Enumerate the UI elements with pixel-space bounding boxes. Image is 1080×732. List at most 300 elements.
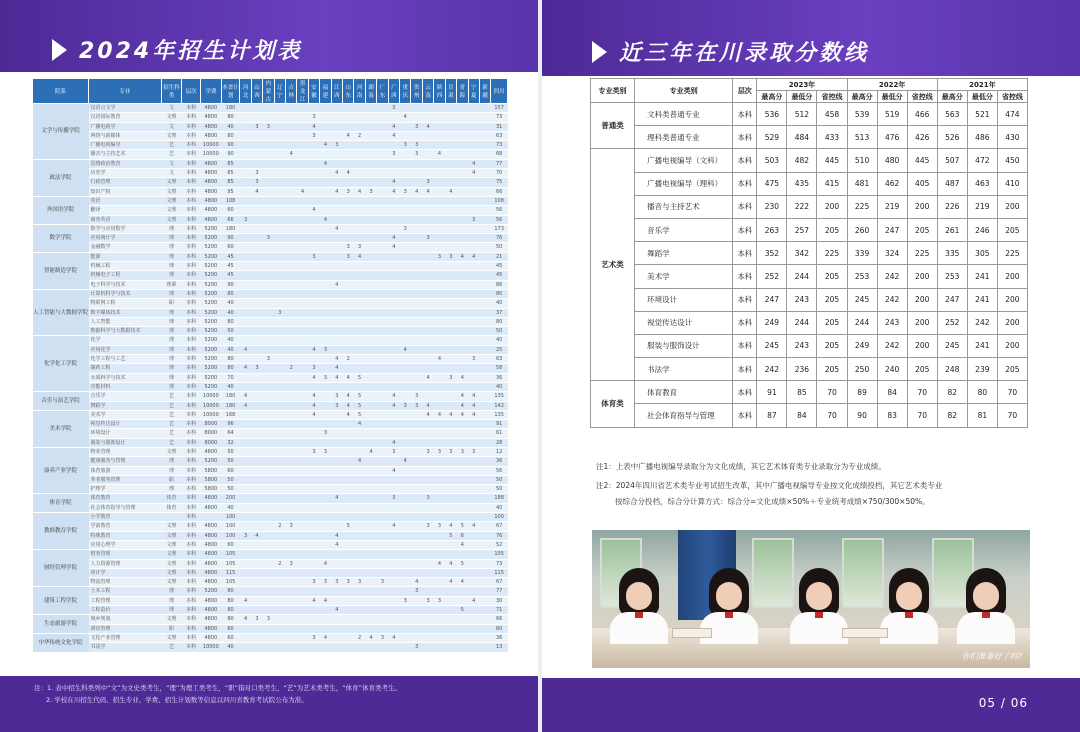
plan-cell: 本科 <box>182 187 201 196</box>
plan-cell: 2 <box>343 355 354 364</box>
score-cell: 503 <box>757 149 787 172</box>
plan-cell <box>297 141 308 150</box>
plan-cell: 80 <box>221 587 240 596</box>
plan-cell <box>274 345 285 354</box>
score-cell: 225 <box>847 195 877 218</box>
major-cell: 物流管理 <box>89 578 162 587</box>
table-row <box>591 149 1028 172</box>
plan-cell <box>479 401 490 410</box>
score-cell: 243 <box>787 334 817 357</box>
plan-cell <box>434 633 445 642</box>
plan-cell <box>308 317 319 326</box>
plan-cell: 本科 <box>182 196 201 205</box>
plan-cell: 68 <box>491 150 508 159</box>
table-row <box>33 169 508 178</box>
plan-cell: 3 <box>388 150 399 159</box>
plan-cell <box>479 466 490 475</box>
plan-cell <box>479 578 490 587</box>
plan-cell <box>479 317 490 326</box>
score-cell: 本科 <box>733 218 757 241</box>
plan-cell <box>434 289 445 298</box>
plan-cell <box>422 475 433 484</box>
score-cell: 257 <box>787 218 817 241</box>
plan-cell <box>331 475 342 484</box>
plan-cell: 3 <box>263 615 274 624</box>
plan-cell <box>411 234 422 243</box>
plan-cell: 本科 <box>182 234 201 243</box>
plan-cell <box>445 327 456 336</box>
plan-cell: 理 <box>161 262 182 271</box>
plan-cell <box>297 234 308 243</box>
plan-cell <box>457 178 468 187</box>
score-cell: 205 <box>817 311 847 334</box>
left-page <box>0 0 538 732</box>
plan-cell <box>422 141 433 150</box>
plan-cell: 4800 <box>200 550 221 559</box>
score-note-1: 注1：上表中广播电视编导录取分为文化成绩，其它艺术体育类专业录取分为专业成绩。 <box>596 462 886 471</box>
plan-cell: 3 <box>320 345 331 354</box>
plan-cell: 本科 <box>182 289 201 298</box>
plan-cell <box>286 373 297 382</box>
plan-cell: 4 <box>240 401 251 410</box>
score-subheader: 最低分 <box>877 91 907 103</box>
category-cell: 艺术类 <box>591 149 635 381</box>
college-cell: 美术学院 <box>33 410 89 447</box>
plan-column-header: 黑龙江 <box>297 79 308 104</box>
plan-cell: 3 <box>308 252 319 261</box>
plan-cell <box>286 308 297 317</box>
plan-cell <box>251 420 262 429</box>
plan-cell: 3 <box>377 578 388 587</box>
plan-cell <box>388 327 399 336</box>
plan-cell: 本科 <box>182 373 201 382</box>
plan-cell: 105 <box>221 550 240 559</box>
plan-cell: 文 <box>161 159 182 168</box>
plan-cell <box>286 466 297 475</box>
plan-cell <box>274 196 285 205</box>
plan-cell: 职 <box>161 299 182 308</box>
major-cell: 数学与应用数学 <box>89 224 162 233</box>
score-cell: 253 <box>847 265 877 288</box>
plan-cell <box>240 355 251 364</box>
plan-cell <box>320 196 331 205</box>
table-row <box>33 317 508 326</box>
plan-cell <box>240 438 251 447</box>
plan-cell <box>400 252 411 261</box>
plan-cell <box>457 131 468 140</box>
plan-column-header: 广西 <box>388 79 399 104</box>
plan-cell <box>240 447 251 456</box>
plan-cell: 文理 <box>161 578 182 587</box>
plan-cell <box>331 196 342 205</box>
plan-cell <box>286 485 297 494</box>
plan-cell: 63 <box>491 355 508 364</box>
plan-cell: 50 <box>221 475 240 484</box>
plan-cell: 艺 <box>161 410 182 419</box>
plan-cell <box>400 355 411 364</box>
plan-cell: 80 <box>221 113 240 122</box>
plan-cell: 2 <box>354 131 365 140</box>
plan-cell <box>320 522 331 531</box>
plan-cell <box>411 596 422 605</box>
plan-cell <box>297 522 308 531</box>
plan-cell <box>343 466 354 475</box>
plan-cell: 80 <box>221 606 240 615</box>
major-cell: 环境设计 <box>89 429 162 438</box>
plan-cell: 5 <box>457 522 468 531</box>
plan-cell <box>308 104 319 113</box>
plan-cell <box>320 485 331 494</box>
plan-cell <box>308 624 319 633</box>
plan-cell <box>286 429 297 438</box>
major-cell: 工程管理 <box>89 596 162 605</box>
students-photo <box>592 530 1030 668</box>
plan-cell <box>240 485 251 494</box>
plan-cell: 180 <box>221 104 240 113</box>
student-figure <box>610 568 668 644</box>
plan-cell <box>286 494 297 503</box>
plan-cell <box>377 485 388 494</box>
plan-cell: 4 <box>320 633 331 642</box>
plan-cell <box>263 308 274 317</box>
plan-cell: 本科 <box>182 104 201 113</box>
plan-cell <box>274 113 285 122</box>
plan-cell <box>320 262 331 271</box>
plan-cell <box>320 243 331 252</box>
plan-cell <box>377 169 388 178</box>
plan-cell: 4800 <box>200 178 221 187</box>
plan-cell: 本科 <box>182 447 201 456</box>
plan-cell: 本科 <box>182 382 201 391</box>
score-cell: 200 <box>907 265 937 288</box>
plan-cell <box>445 540 456 549</box>
plan-cell <box>274 420 285 429</box>
major-cell: 人工智能 <box>89 317 162 326</box>
plan-cell <box>354 234 365 243</box>
plan-cell <box>388 252 399 261</box>
plan-cell <box>354 615 365 624</box>
plan-cell: 3 <box>445 252 456 261</box>
plan-cell <box>297 410 308 419</box>
plan-cell <box>445 345 456 354</box>
plan-cell: 理 <box>161 364 182 373</box>
table-row <box>33 568 508 577</box>
plan-cell: 3 <box>377 633 388 642</box>
plan-cell: 4 <box>388 131 399 140</box>
plan-cell <box>457 327 468 336</box>
plan-cell <box>422 466 433 475</box>
plan-cell <box>354 169 365 178</box>
plan-cell <box>251 429 262 438</box>
plan-cell: 4 <box>343 392 354 401</box>
plan-cell <box>388 141 399 150</box>
plan-cell <box>400 559 411 568</box>
plan-cell <box>422 243 433 252</box>
plan-cell: 3 <box>388 494 399 503</box>
plan-cell <box>377 550 388 559</box>
plan-cell: 3 <box>411 392 422 401</box>
plan-cell <box>457 113 468 122</box>
major-cell: 行政管理 <box>89 178 162 187</box>
score-cell: 91 <box>757 381 787 404</box>
plan-cell <box>422 131 433 140</box>
plan-cell <box>479 299 490 308</box>
score-subheader: 最低分 <box>787 91 817 103</box>
plan-cell <box>400 364 411 373</box>
score-subheader: 最高分 <box>937 91 967 103</box>
major-cell: 应用心理学 <box>89 540 162 549</box>
plan-cell <box>274 410 285 419</box>
plan-cell <box>377 382 388 391</box>
plan-cell <box>434 438 445 447</box>
plan-cell <box>468 178 479 187</box>
major-cell: 金融数学 <box>89 243 162 252</box>
plan-cell <box>286 345 297 354</box>
plan-cell: 3 <box>468 447 479 456</box>
plan-cell <box>445 289 456 298</box>
plan-cell <box>251 271 262 280</box>
major-cell: 环境设计 <box>635 288 733 311</box>
table-row <box>33 624 508 633</box>
plan-cell <box>445 196 456 205</box>
plan-cell: 3 <box>240 531 251 540</box>
plan-cell <box>274 596 285 605</box>
plan-cell <box>445 178 456 187</box>
plan-cell <box>365 643 376 652</box>
plan-cell: 3 <box>308 633 319 642</box>
plan-cell: 2 <box>274 522 285 531</box>
table-row <box>33 429 508 438</box>
table-row <box>591 311 1028 334</box>
plan-cell <box>468 308 479 317</box>
plan-cell <box>320 104 331 113</box>
plan-cell <box>286 410 297 419</box>
plan-cell <box>388 420 399 429</box>
plan-cell: 4 <box>457 401 468 410</box>
plan-column-header: 湖南 <box>365 79 376 104</box>
plan-cell <box>422 485 433 494</box>
major-cell: 水质科学与技术 <box>89 373 162 382</box>
plan-cell <box>411 178 422 187</box>
plan-cell: 本科 <box>182 215 201 224</box>
plan-cell <box>251 485 262 494</box>
plan-column-header: 江西 <box>331 79 342 104</box>
plan-cell <box>365 234 376 243</box>
plan-cell <box>377 522 388 531</box>
plan-cell: 本科 <box>182 150 201 159</box>
plan-cell <box>445 485 456 494</box>
plan-cell <box>400 150 411 159</box>
table-row <box>33 606 508 615</box>
plan-cell <box>457 104 468 113</box>
plan-cell: 4 <box>422 401 433 410</box>
plan-cell: 3 <box>411 141 422 150</box>
major-cell: 舞蹈学 <box>635 242 733 265</box>
plan-cell <box>388 262 399 271</box>
plan-cell <box>457 289 468 298</box>
score-cell: 200 <box>907 311 937 334</box>
plan-cell <box>331 522 342 531</box>
plan-cell <box>297 513 308 522</box>
score-cell: 219 <box>877 195 907 218</box>
plan-cell <box>286 438 297 447</box>
plan-cell <box>377 243 388 252</box>
plan-cell <box>263 643 274 652</box>
plan-cell <box>240 131 251 140</box>
plan-cell: 4 <box>422 410 433 419</box>
plan-cell <box>365 206 376 215</box>
plan-cell: 4 <box>388 466 399 475</box>
plan-cell <box>354 559 365 568</box>
plan-cell: 4 <box>354 420 365 429</box>
table-row <box>33 308 508 317</box>
plan-cell <box>320 122 331 131</box>
plan-cell <box>354 299 365 308</box>
plan-cell: 4 <box>445 559 456 568</box>
plan-cell: 40 <box>491 503 508 512</box>
plan-cell <box>411 196 422 205</box>
plan-cell <box>320 206 331 215</box>
table-row <box>33 364 508 373</box>
plan-cell <box>343 559 354 568</box>
plan-cell: 70 <box>491 169 508 178</box>
plan-cell <box>274 280 285 289</box>
plan-cell <box>251 382 262 391</box>
plan-cell: 本科 <box>182 559 201 568</box>
plan-cell: 4 <box>388 187 399 196</box>
plan-cell <box>434 113 445 122</box>
plan-cell <box>422 429 433 438</box>
table-row <box>591 404 1028 427</box>
plan-cell <box>388 215 399 224</box>
plan-cell <box>263 420 274 429</box>
score-cell: 200 <box>907 334 937 357</box>
plan-cell: 80 <box>221 615 240 624</box>
plan-cell <box>468 345 479 354</box>
plan-cell <box>445 364 456 373</box>
major-cell: 物业管理 <box>89 447 162 456</box>
plan-column-header: 福建 <box>320 79 331 104</box>
plan-cell: 3 <box>445 447 456 456</box>
plan-cell <box>240 382 251 391</box>
left-title-wrap <box>52 34 302 65</box>
plan-cell <box>365 178 376 187</box>
table-row <box>33 206 508 215</box>
plan-cell: 体育 <box>161 494 182 503</box>
page-number: 05 / 06 <box>978 696 1028 710</box>
plan-cell: 理 <box>161 596 182 605</box>
plan-cell <box>388 373 399 382</box>
plan-cell <box>240 559 251 568</box>
plan-cell: 本科 <box>182 271 201 280</box>
score-cell: 249 <box>847 334 877 357</box>
score-cell: 245 <box>937 334 967 357</box>
plan-cell <box>365 503 376 512</box>
plan-cell <box>331 568 342 577</box>
plan-cell <box>377 327 388 336</box>
score-cell: 244 <box>847 311 877 334</box>
plan-cell: 4 <box>468 410 479 419</box>
plan-cell <box>297 169 308 178</box>
plan-cell <box>251 262 262 271</box>
plan-cell <box>251 606 262 615</box>
plan-cell <box>445 643 456 652</box>
plan-cell <box>263 466 274 475</box>
plan-cell: 4800 <box>200 187 221 196</box>
plan-cell <box>479 345 490 354</box>
plan-cell <box>400 606 411 615</box>
plan-cell <box>297 308 308 317</box>
score-cell: 本科 <box>733 358 757 381</box>
plan-cell <box>263 578 274 587</box>
plan-cell <box>400 234 411 243</box>
plan-cell <box>354 587 365 596</box>
plan-cell <box>308 178 319 187</box>
plan-cell <box>286 159 297 168</box>
plan-cell <box>434 466 445 475</box>
plan-cell <box>274 122 285 131</box>
plan-cell: 40 <box>491 382 508 391</box>
score-cell: 70 <box>907 404 937 427</box>
plan-cell <box>468 150 479 159</box>
plan-cell: 5200 <box>200 262 221 271</box>
plan-cell <box>468 206 479 215</box>
plan-cell <box>274 475 285 484</box>
plan-cell <box>411 373 422 382</box>
plan-cell <box>468 280 479 289</box>
plan-cell <box>457 280 468 289</box>
plan-cell: 4 <box>343 373 354 382</box>
plan-cell <box>263 392 274 401</box>
plan-cell <box>445 150 456 159</box>
plan-cell <box>331 615 342 624</box>
plan-cell <box>400 243 411 252</box>
plan-cell <box>251 299 262 308</box>
plan-cell <box>286 540 297 549</box>
plan-cell <box>365 215 376 224</box>
plan-cell <box>274 364 285 373</box>
plan-cell <box>468 531 479 540</box>
plan-cell: 4 <box>343 131 354 140</box>
plan-cell: 10000 <box>200 643 221 652</box>
plan-cell: 4 <box>251 531 262 540</box>
plan-cell <box>365 485 376 494</box>
plan-cell <box>354 280 365 289</box>
plan-cell: 5200 <box>200 336 221 345</box>
plan-cell: 60 <box>221 633 240 642</box>
plan-cell: 本科 <box>182 624 201 633</box>
plan-cell <box>400 262 411 271</box>
plan-cell: 4800 <box>200 615 221 624</box>
plan-cell <box>422 206 433 215</box>
table-row <box>591 334 1028 357</box>
plan-cell <box>479 364 490 373</box>
plan-cell <box>297 624 308 633</box>
plan-cell <box>251 568 262 577</box>
plan-cell <box>240 150 251 159</box>
plan-cell: 4 <box>308 122 319 131</box>
plan-cell <box>308 643 319 652</box>
plan-cell <box>400 531 411 540</box>
plan-cell <box>274 104 285 113</box>
plan-cell: 3 <box>411 643 422 652</box>
plan-cell: 理 <box>161 382 182 391</box>
plan-cell: 3 <box>422 178 433 187</box>
plan-cell: 4 <box>240 615 251 624</box>
score-cell: 247 <box>877 218 907 241</box>
plan-cell: 4800 <box>200 131 221 140</box>
plan-cell <box>251 196 262 205</box>
